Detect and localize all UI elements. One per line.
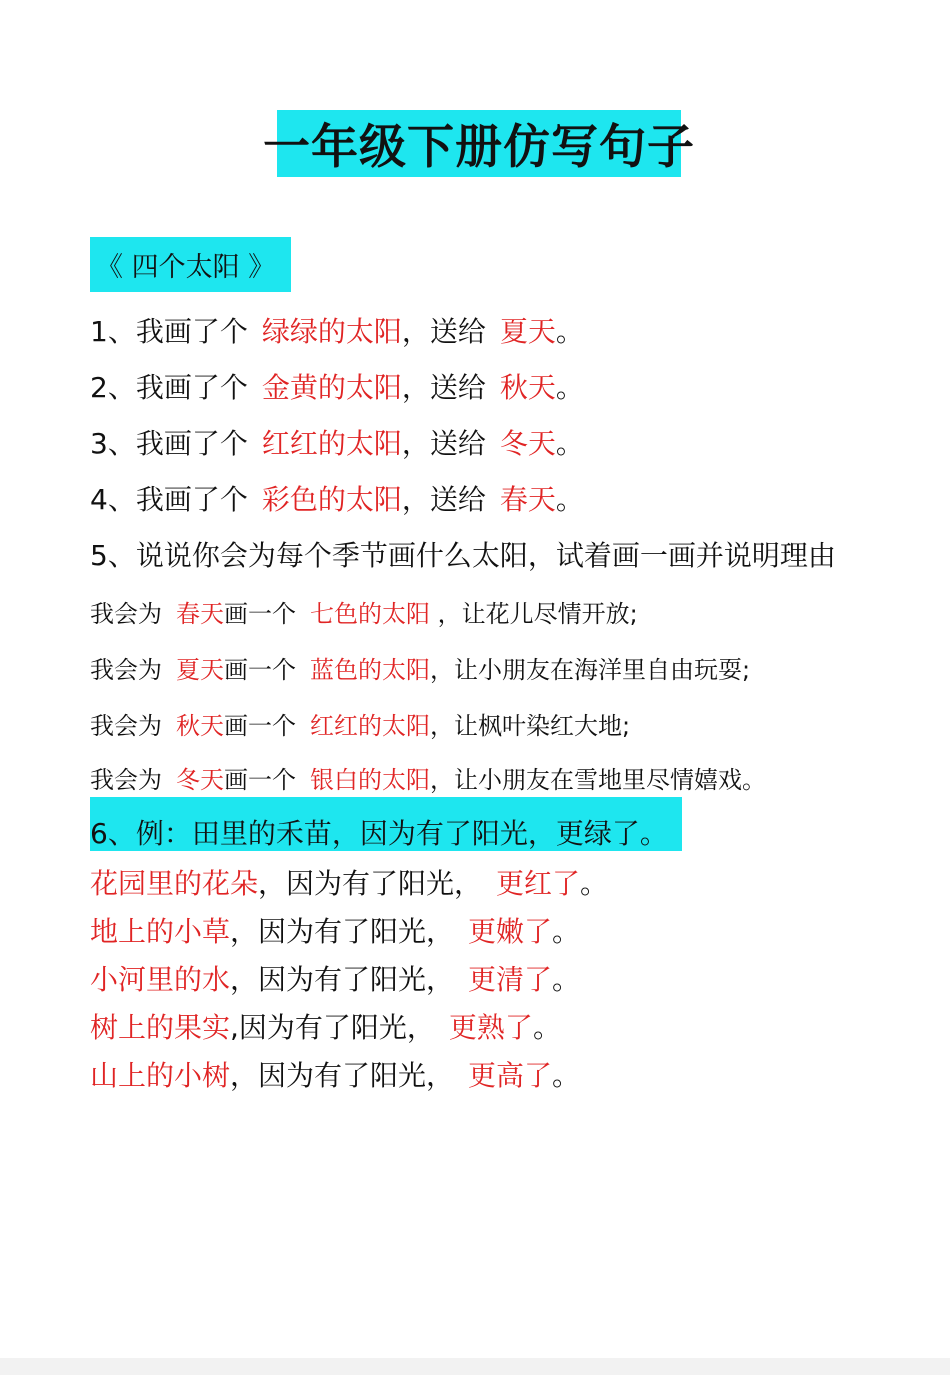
answer-prefix: 我会为 bbox=[90, 600, 162, 628]
answer-subject: 地上的小草 bbox=[90, 915, 231, 948]
sentence-end: 。 bbox=[555, 315, 584, 348]
answer-line bbox=[90, 594, 638, 629]
answer-reason: ，让花儿尽情开放; bbox=[430, 600, 638, 628]
sentence-line bbox=[90, 478, 584, 518]
sentence-end: 。 bbox=[555, 371, 584, 404]
sentence-line bbox=[90, 310, 584, 350]
answer-sun: 蓝色的太阳 bbox=[310, 656, 430, 684]
answer-result: 更高了 bbox=[468, 1059, 553, 1092]
answer-sun: 七色的太阳 bbox=[310, 600, 430, 628]
question-6-example: 6、例：田里的禾苗，因为有了阳光，更绿了。 bbox=[90, 817, 668, 850]
answer-mid: 画一个 bbox=[224, 766, 296, 794]
sentence-mid: ，送给 bbox=[401, 483, 486, 516]
sentence-mid: ，送给 bbox=[401, 315, 486, 348]
answer-subject: 小河里的水 bbox=[90, 963, 231, 996]
answer-reason: ，让枫叶染红大地; bbox=[430, 712, 631, 740]
answer-end: 。 bbox=[580, 867, 609, 900]
answer-prefix: 我会为 bbox=[90, 656, 162, 684]
answer-result: 更红了 bbox=[496, 867, 581, 900]
answer-subject: 山上的小树 bbox=[90, 1059, 231, 1092]
answer-sun: 红红的太阳 bbox=[261, 427, 402, 460]
example-answer-line bbox=[90, 958, 580, 998]
answer-reason: ，让小朋友在海洋里自由玩耍; bbox=[430, 656, 751, 684]
answer-end: 。 bbox=[532, 1011, 561, 1044]
answer-mid: 画一个 bbox=[224, 600, 296, 628]
answer-sun: 金黄的太阳 bbox=[261, 371, 402, 404]
sentence-mid: ，送给 bbox=[401, 427, 486, 460]
example-answer-line bbox=[90, 910, 580, 950]
answer-season: 夏天 bbox=[176, 656, 224, 684]
answer-season: 夏天 bbox=[499, 315, 556, 348]
answer-prefix: 我会为 bbox=[90, 712, 162, 740]
title-highlight bbox=[263, 110, 695, 177]
answer-line bbox=[90, 706, 630, 741]
question-5: 5、说说你会为每个季节画什么太阳，试着画一画并说明理由 bbox=[90, 539, 836, 572]
answer-mid: ,因为有了阳光， bbox=[230, 1011, 435, 1044]
answer-line bbox=[90, 650, 750, 685]
section-heading: 《 四个太阳 》 bbox=[90, 237, 291, 292]
sentence-end: 。 bbox=[555, 483, 584, 516]
sentence-line bbox=[90, 422, 584, 462]
answer-reason: ，让小朋友在雪地里尽情嬉戏。 bbox=[430, 766, 766, 794]
answer-subject: 花园里的花朵 bbox=[90, 867, 259, 900]
sentence-prefix: 2、我画了个 bbox=[90, 371, 248, 404]
answer-sun: 银白的太阳 bbox=[310, 766, 430, 794]
sentence-mid: ，送给 bbox=[401, 371, 486, 404]
answer-season: 秋天 bbox=[499, 371, 556, 404]
sentence-prefix: 4、我画了个 bbox=[90, 483, 248, 516]
answer-season: 春天 bbox=[176, 600, 224, 628]
answer-mid: 画一个 bbox=[224, 656, 296, 684]
example-answer-line bbox=[90, 1054, 580, 1094]
answer-line bbox=[90, 760, 766, 795]
answer-mid: ，因为有了阳光， bbox=[230, 963, 455, 996]
answer-season: 春天 bbox=[499, 483, 556, 516]
example-answer-line bbox=[90, 1006, 561, 1046]
page-title: 一年级下册仿写句子 bbox=[263, 120, 695, 175]
answer-sun: 红红的太阳 bbox=[310, 712, 430, 740]
answer-result: 更熟了 bbox=[448, 1011, 533, 1044]
sentence-prefix: 1、我画了个 bbox=[90, 315, 248, 348]
sentence-prefix: 3、我画了个 bbox=[90, 427, 248, 460]
answer-end: 。 bbox=[552, 963, 581, 996]
answer-season: 秋天 bbox=[176, 712, 224, 740]
answer-end: 。 bbox=[552, 1059, 581, 1092]
example-answer-line bbox=[90, 862, 608, 902]
sentence-end: 。 bbox=[555, 427, 584, 460]
answer-result: 更清了 bbox=[468, 963, 553, 996]
answer-prefix: 我会为 bbox=[90, 766, 162, 794]
answer-end: 。 bbox=[552, 915, 581, 948]
answer-sun: 绿绿的太阳 bbox=[261, 315, 402, 348]
answer-mid: 画一个 bbox=[224, 712, 296, 740]
answer-season: 冬天 bbox=[499, 427, 556, 460]
sentence-line bbox=[90, 366, 584, 406]
answer-season: 冬天 bbox=[176, 766, 224, 794]
answer-mid: ，因为有了阳光， bbox=[230, 915, 455, 948]
answer-result: 更嫩了 bbox=[468, 915, 553, 948]
answer-mid: ，因为有了阳光， bbox=[258, 867, 483, 900]
bottom-edge-bar bbox=[0, 1358, 950, 1375]
answer-mid: ，因为有了阳光， bbox=[230, 1059, 455, 1092]
answer-subject: 树上的果实 bbox=[90, 1011, 231, 1044]
answer-sun: 彩色的太阳 bbox=[261, 483, 402, 516]
